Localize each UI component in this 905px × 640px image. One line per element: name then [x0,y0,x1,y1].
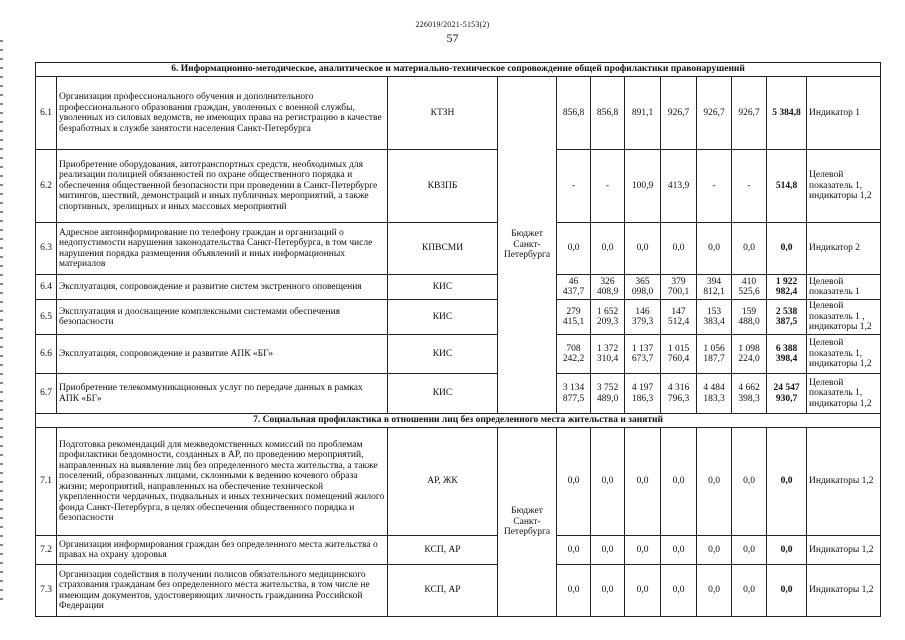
value-cell: 0,0 [591,565,625,617]
row-number: 6.1 [36,77,57,150]
value-cell: 0,0 [697,428,732,536]
value-cell: - [591,150,625,223]
row-name: Организация содействия в получении полисов обязательного медицинского страхования гражданам без определенного места жительства, в том числе не имеющим документов, удостоверяющих личность гражданина Российской Федерации [57,565,388,617]
row-executor: КИС [388,335,498,374]
row-executor: КТЗН [388,77,498,150]
value-cell: 3 752 489,0 [591,374,625,414]
value-cell: 279 415,1 [557,300,591,335]
table-row [36,565,881,617]
value-cell: 0,0 [697,223,732,275]
row-executor: КСП, АР [388,536,498,565]
indicator-cell: Целевой показатель 1, индикаторы 1,2 [807,374,881,414]
value-cell: 0,0 [625,428,661,536]
row-name: Приобретение оборудования, автотранспортных средств, необходимых для реализации полицией обязанностей по охране общественного порядка и обеспечения общественной безопасности при проведении в Санкт-Петербурге митингов, шествий, демонстраций и иных публичных мероприятий, а также спортивных, зрелищных и иных массовых мероприятий [57,150,388,223]
table-row [36,428,881,536]
total-cell: 0,0 [767,565,807,617]
value-cell: 0,0 [697,565,732,617]
indicator-cell: Индикатор 2 [807,223,881,275]
value-cell: 0,0 [661,223,697,275]
row-number: 6.7 [36,374,57,414]
value-cell: 0,0 [591,536,625,565]
table-row [36,536,881,565]
row-number: 7.3 [36,565,57,617]
section-title: 6. Информационно-методическое, аналитическое и материально-техническое сопровождение общей профилактики правонарушений [36,63,881,77]
value-cell: 1 137 673,7 [625,335,661,374]
total-cell: 6 388 398,4 [767,335,807,374]
indicator-cell: Целевой показатель 1, индикаторы 1,2 [807,335,881,374]
value-cell: 4 197 186,3 [625,374,661,414]
total-cell: 0,0 [767,536,807,565]
value-cell: 0,0 [625,223,661,275]
row-number: 6.5 [36,300,57,335]
value-cell: 856,8 [557,77,591,150]
row-executor: КВЗПБ [388,150,498,223]
row-number: 7.1 [36,428,57,536]
value-cell: 4 662 398,3 [732,374,767,414]
value-cell: 0,0 [661,428,697,536]
total-cell: 0,0 [767,223,807,275]
value-cell: 379 700,1 [661,275,697,300]
row-number: 7.2 [36,536,57,565]
row-executor: КПВСМИ [388,223,498,275]
row-executor: АР, ЖК [388,428,498,536]
value-cell: 926,7 [697,77,732,150]
indicator-cell: Целевой показатель 1, индикаторы 1,2 [807,150,881,223]
table-row [36,223,881,275]
value-cell: 4 316 796,3 [661,374,697,414]
document-code: 226019/2021-5153(2) [415,20,490,29]
program-table [35,62,881,617]
value-cell: 153 383,4 [697,300,732,335]
section-title: 7. Социальная профилактика в отношении лиц без определенного места жительства и занятий [36,414,881,428]
row-number: 6.2 [36,150,57,223]
total-cell: 24 547 930,7 [767,374,807,414]
indicator-cell: Индикаторы 1,2 [807,565,881,617]
value-cell: 0,0 [557,223,591,275]
indicator-cell: Индикаторы 1,2 [807,428,881,536]
value-cell: 147 512,4 [661,300,697,335]
table-row [36,77,881,150]
table-row [36,300,881,335]
value-cell: 326 408,9 [591,275,625,300]
funding-source: Бюджет Санкт-Петербурга [498,428,557,617]
row-name: Организация профессионального обучения и дополнительного профессионального образования граждан, уволенных с военной службы, уволенных из силовых ведомств, не имеющих права на регистрацию в качестве безработных в службе занятости населения Санкт-Петербурга [57,77,388,150]
value-cell: 159 488,0 [732,300,767,335]
value-cell: 410 525,6 [732,275,767,300]
table-row [36,374,881,414]
value-cell: 0,0 [557,536,591,565]
row-number: 6.6 [36,335,57,374]
table-row [36,275,881,300]
value-cell: 926,7 [661,77,697,150]
value-cell: 856,8 [591,77,625,150]
value-cell: 3 134 877,5 [557,374,591,414]
value-cell: 1 372 310,4 [591,335,625,374]
value-cell: 4 484 183,3 [697,374,732,414]
value-cell: 0,0 [557,565,591,617]
value-cell: 926,7 [732,77,767,150]
value-cell: 0,0 [625,565,661,617]
value-cell: 0,0 [591,223,625,275]
row-name: Адресное автоинформирование по телефону граждан и организаций о недопустимости нарушения законодательства Санкт-Петербурга, в том числе нарушения порядка размещения объявлений и иных информационных материалов [57,223,388,275]
page-header [0,20,905,45]
total-cell: 2 538 387,5 [767,300,807,335]
row-executor: КИС [388,300,498,335]
value-cell: - [557,150,591,223]
value-cell: 413,9 [661,150,697,223]
row-name: Приобретение телекоммуникационных услуг по передаче данных в рамках АПК «БГ» [57,374,388,414]
value-cell: 0,0 [661,565,697,617]
scan-edge-mark [0,40,3,600]
value-cell: 0,0 [732,223,767,275]
row-name: Подготовка рекомендаций для межведомственных комиссий по проблемам профилактики бездомности, созданных в АР, по проведению мероприятий, направленных на выявление лиц без определенного места жительства, а также поселений, образованных лицами, склонными к ведению кочевого образа жизни; мероприятий, направленных на обеспечение технической укрепленности чердачных, подвальных и иных технических помещений жилого фонда Санкт-Петербурга, в целях обеспечения общественного порядка и безопасности [57,428,388,536]
value-cell: 0,0 [732,565,767,617]
value-cell: 0,0 [732,428,767,536]
row-number: 6.3 [36,223,57,275]
row-executor: КИС [388,374,498,414]
value-cell: 1 015 760,4 [661,335,697,374]
indicator-cell: Целевой показатель 1 [807,275,881,300]
value-cell: 0,0 [591,428,625,536]
value-cell: - [697,150,732,223]
table-row [36,150,881,223]
value-cell: 146 379,3 [625,300,661,335]
value-cell: 1 098 224,0 [732,335,767,374]
section-header-6 [36,63,881,77]
row-number: 6.4 [36,275,57,300]
value-cell: 0,0 [625,536,661,565]
indicator-cell: Целевой показатель 1 , индикаторы 1,2 [807,300,881,335]
row-executor: КИС [388,275,498,300]
value-cell: 1 652 209,3 [591,300,625,335]
value-cell: 394 812,1 [697,275,732,300]
funding-source: Бюджет Санкт-Петербурга [498,77,557,414]
value-cell: 708 242,2 [557,335,591,374]
total-cell: 5 384,8 [767,77,807,150]
row-name: Эксплуатация и дооснащение комплексными системами обеспечения безопасности [57,300,388,335]
value-cell: 0,0 [732,536,767,565]
value-cell: 365 098,0 [625,275,661,300]
value-cell: - [732,150,767,223]
row-name: Организация информирования граждан без определенного места жительства о правах на охрану здоровья [57,536,388,565]
section-header-7 [36,414,881,428]
value-cell: 891,1 [625,77,661,150]
value-cell: 46 437,7 [557,275,591,300]
value-cell: 100,9 [625,150,661,223]
indicator-cell: Индикаторы 1,2 [807,536,881,565]
row-name: Эксплуатация, сопровождение и развитие АПК «БГ» [57,335,388,374]
row-name: Эксплуатация, сопровождение и развитие систем экстренного оповещения [57,275,388,300]
indicator-cell: Индикатор 1 [807,77,881,150]
page-number: 57 [446,31,459,45]
value-cell: 0,0 [557,428,591,536]
value-cell: 1 056 187,7 [697,335,732,374]
total-cell: 514,8 [767,150,807,223]
total-cell: 0,0 [767,428,807,536]
row-executor: КСП, АР [388,565,498,617]
table-row [36,335,881,374]
total-cell: 1 922 982,4 [767,275,807,300]
value-cell: 0,0 [697,536,732,565]
value-cell: 0,0 [661,536,697,565]
